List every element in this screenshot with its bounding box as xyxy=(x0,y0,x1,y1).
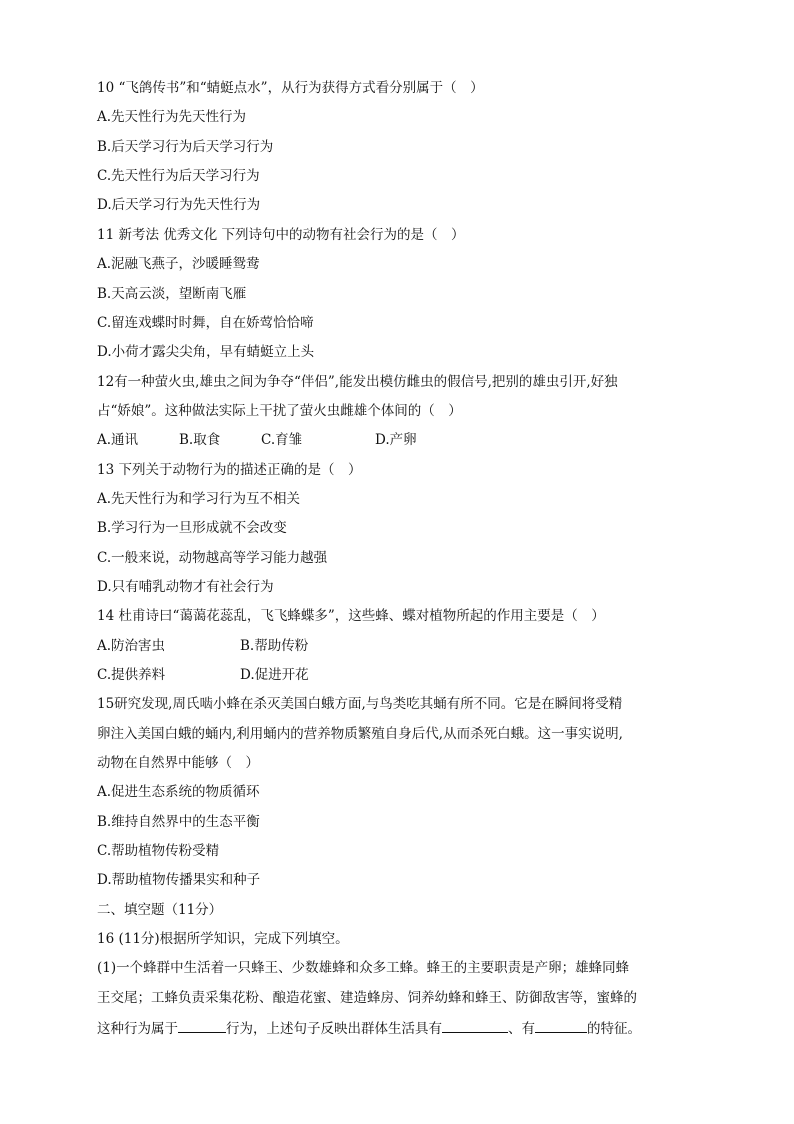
q13-option-d: D.只有哺乳动物才有社会行为 xyxy=(97,579,274,595)
q15-stem-line2: 卵注入美国白蛾的蛹内,利用蛹内的营养物质繁殖自身后代,从而杀死白蛾。这一事实说明, xyxy=(97,726,623,742)
q13-option-b: B.学习行为一旦形成就不会改变 xyxy=(97,520,287,536)
q15-stem-line1: 15研究发现,周氏啮小蜂在杀灭美国白蛾方面,与鸟类吃其蛹有所不同。它是在瞬间将受精 xyxy=(97,696,623,712)
q14-option-b: B.帮助传粉 xyxy=(240,638,309,654)
q12-option-a: A.通讯 xyxy=(97,432,139,448)
q16-part1-line3 xyxy=(97,1018,707,1038)
q10-option-a: A.先天性行为先天性行为 xyxy=(97,109,247,125)
q15-option-a: A.促进生态系统的物质循环 xyxy=(97,784,260,800)
answer-blank-3[interactable] xyxy=(535,1018,587,1033)
q12-option-d: D.产卵 xyxy=(375,432,417,448)
q12-options xyxy=(97,431,707,449)
q16-part1-line1: (1)一个蜂群中生活着一只蜂王、少数雄蜂和众多工蜂。蜂王的主要职责是产卵；雄蜂同蜂 xyxy=(97,960,630,976)
q16-part1-line2: 王交尾；工蜂负责采集花粉、酿造花蜜、建造蜂房、饲养幼蜂和蜂王、防御敌害等，蜜蜂的 xyxy=(97,990,637,1006)
q14-option-a: A.防治害虫 xyxy=(97,638,166,654)
q11-option-c: C.留连戏蝶时时舞，自在娇莺恰恰啼 xyxy=(97,315,314,331)
q10-option-d: D.后天学习行为先天性行为 xyxy=(97,197,261,213)
q12-option-b: B.取食 xyxy=(179,432,221,448)
q14-option-d: D.促进开花 xyxy=(240,667,309,683)
q16-text-b: 行为，上述句子反映出群体生活具有 xyxy=(226,1021,442,1037)
q12-stem-line1: 12有一种萤火虫,雄虫之间为争夺“伴侣”,能发出模仿雌虫的假信号,把别的雄虫引开,好独 xyxy=(97,374,618,390)
q12-option-c: C.育雏 xyxy=(261,432,303,448)
q11-option-a: A.泥融飞燕子，沙暖睡鸳鸯 xyxy=(97,256,260,272)
q13-option-a: A.先天性行为和学习行为互不相关 xyxy=(97,491,301,507)
q14-option-c: C.提供养料 xyxy=(97,667,166,683)
q12-stem-line2: 占“娇娘”。这种做法实际上干扰了萤火虫雌雄个体间的（ ） xyxy=(97,403,462,419)
answer-blank-1[interactable] xyxy=(178,1018,226,1033)
q15-stem-line3: 动物在自然界中能够（ ） xyxy=(97,755,259,771)
q11-stem: 11 新考法 优秀文化 下列诗句中的动物有社会行为的是（ ） xyxy=(97,227,465,243)
q14-options-row2 xyxy=(97,666,707,684)
q13-option-c: C.一般来说，动物越高等学习能力越强 xyxy=(97,550,328,566)
q15-option-c: C.帮助植物传粉受精 xyxy=(97,843,220,859)
q15-option-b: B.维持自然界中的生态平衡 xyxy=(97,814,260,830)
q13-stem: 13 下列关于动物行为的描述正确的是（ ） xyxy=(97,462,362,478)
q16-text-d: 的特征。 xyxy=(587,1021,641,1037)
q15-option-d: D.帮助植物传播果实和种子 xyxy=(97,872,261,888)
q11-option-d: D.小荷才露尖尖角，早有蜻蜓立上头 xyxy=(97,344,315,360)
q16-text-a: 这种行为属于 xyxy=(97,1021,178,1037)
q16-text-c: 、有 xyxy=(508,1021,535,1037)
q14-stem: 14 杜甫诗曰“蔼蔼花蕊乱，飞飞蜂蝶多”，这些蜂、蝶对植物所起的作用主要是（ ） xyxy=(97,608,605,624)
q16-stem: 16 (11分)根据所学知识，完成下列填空。 xyxy=(97,931,349,947)
q11-option-b: B.天高云淡，望断南飞雁 xyxy=(97,286,247,302)
q10-option-b: B.后天学习行为后天学习行为 xyxy=(97,139,274,155)
answer-blank-2[interactable] xyxy=(442,1018,508,1033)
q10-option-c: C.先天性行为后天学习行为 xyxy=(97,168,260,184)
q10-stem: 10 “飞鸽传书”和“蜻蜓点水”，从行为获得方式看分别属于（ ） xyxy=(97,80,484,96)
section-title-fill-blank: 二、填空题（11分） xyxy=(97,902,223,918)
q14-options-row1 xyxy=(97,637,707,655)
